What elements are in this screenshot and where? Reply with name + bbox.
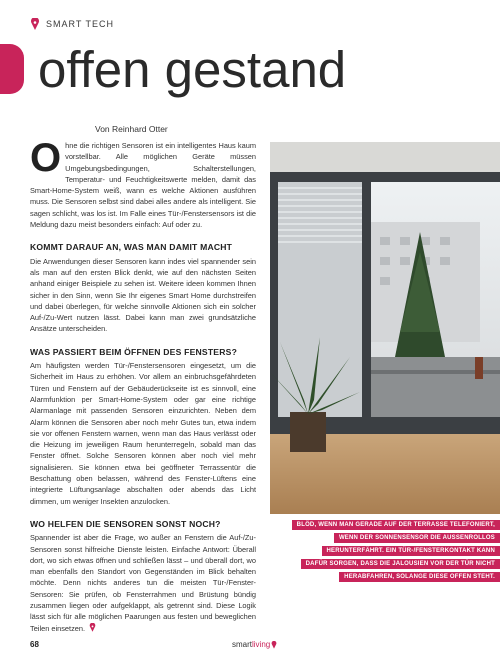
footer-logo: [232, 640, 277, 649]
caption-line: HERABFAHREN, SOLANGE DIESE OFFEN STEHT.: [339, 572, 500, 582]
terrace-door-photo: [270, 142, 500, 514]
caption-line: HERUNTERFÄHRT. EIN TÜR-/FENSTERKONTAKT KANN: [322, 546, 500, 556]
section-text-3: Spannender ist aber die Frage, wo außer an Fenstern die Auf-/Zu-Sensoren sonst hilfreiche Dienste leisten. Einfache Antwort: Überall dort, wo sich etwas öffnen und schließen lässt – und überall dort, wo man ebenfalls den Standort von Gegenständen im Blick behalten möchte. Denn nichts anderes tun die meisten Tür-/Fenster-Sensoren: Sie prüfen, ob Fensterrahmen und Brüstung bündig zusammen liegen oder aufgeklappt, als getrennt sind. Diese Logik lässt sich für alle möglichen Paarungen aus festen und beweglichen Teilen einsetzen.: [30, 533, 256, 633]
logo-accent: living: [252, 640, 271, 649]
section-heading-3: WO HELFEN DIE SENSOREN SONST NOCH?: [30, 518, 221, 529]
caption-line: WENN DER SONNENSENSOR DIE AUSSENROLLOS: [334, 533, 500, 543]
section-label: SMART TECH: [46, 19, 115, 29]
photo-caption: [250, 520, 500, 582]
drop-cap: O: [30, 136, 62, 180]
section-heading-1: KOMMT DARAUF AN, WAS MAN DAMIT MACHT: [30, 242, 233, 253]
article-body: [30, 136, 256, 642]
section-text-3-wrap: [30, 532, 256, 634]
caption-line: DAFÜR SORGEN, DASS DIE JALOUSIEN VOR DER TÜR NICHT: [301, 559, 500, 569]
caption-line: BLÖD, WENN MAN GERADE AUF DER TERRASSE TELEFONIERT,: [292, 520, 500, 530]
end-mark-icon: [89, 623, 96, 632]
section-text-2: Am häufigsten werden Tür-/Fenstersensoren eingesetzt, um die Sicherheit im Haus zu erhöhen. Vor allem an einbruchsgefährdeten Türen und Fenstern auf der Gebäuderückseite ist es sinnvoll, eine Alarmfunktion per Smart-Home-System oder gar eine richtige Alarmanlage mit passenden Sensoren einzurichten. Neben dem Alarm können die Sensoren aber noch mehr Gutes tun, etwa indem sie vor offenen Fenstern warnen, wenn man das Haus verlässt oder die Heizung im jeweiligen Raum herunterregeln, sobald man das Fenster öffnet. Solche Sensoren können aber noch viel mehr signalisieren. Sie können etwa bei geöffneter Terrassentür die Beschattung oben belassen, während des Fenster-Lüftens eine integrierte Lüftungsanlage abschalten oder abends das Licht dimmen, um weniger Insekten anzulocken.: [30, 361, 256, 506]
logo-text: smart: [232, 640, 252, 649]
article-photo: [270, 142, 500, 514]
section-heading-2: WAS PASSIERT BEIM ÖFFNEN DES FENSTERS?: [30, 346, 238, 357]
article-title: offen gestand: [38, 41, 347, 98]
logo-pin-icon: [271, 641, 277, 649]
section-tab: [0, 44, 24, 94]
byline: Von Reinhard Otter: [95, 124, 168, 134]
intro-paragraph: [30, 136, 256, 230]
page-number: 68: [30, 640, 39, 649]
section-header: [30, 18, 114, 30]
wifi-pin-icon: [30, 18, 40, 30]
section-text-1: Die Anwendungen dieser Sensoren kann indes viel spannender sein als man auf den ersten Blick denkt, wie auf den nächsten Seiten anhand einiger Beispiele zu sehen ist. Weitere ideen kommen Ihnen sicher in den Sinn, wenn Sie Ihr eigenes Smart Home durchstreifen und dabei überlegen, für welche sinnvolle Aktionen sich ein solcher Auf-/Zu-Wert nutzen lässt. Dabei kann man zwei grundsätzliche Ansätze unterscheiden.: [30, 256, 256, 334]
intro-text: hne die richtigen Sensoren ist ein intelligentes Haus kaum vorstellbar. Alle möglichen Geräte müssen Umgebungsbedingungen, Schalterstellungen, Temperatur- und Feuchtigkeitswerte melden, damit das Smart-Home-System weiß, wann es welche Aktionen ausführen muss. Die Sensoren selbst sind dabei alles andere als intelligent. Sie sagen schlicht, was los ist. Im Falle eines Tür-/Fenstersensors ist die Meldung dazu meist besonders einfach: Auf oder zu.: [30, 141, 256, 230]
